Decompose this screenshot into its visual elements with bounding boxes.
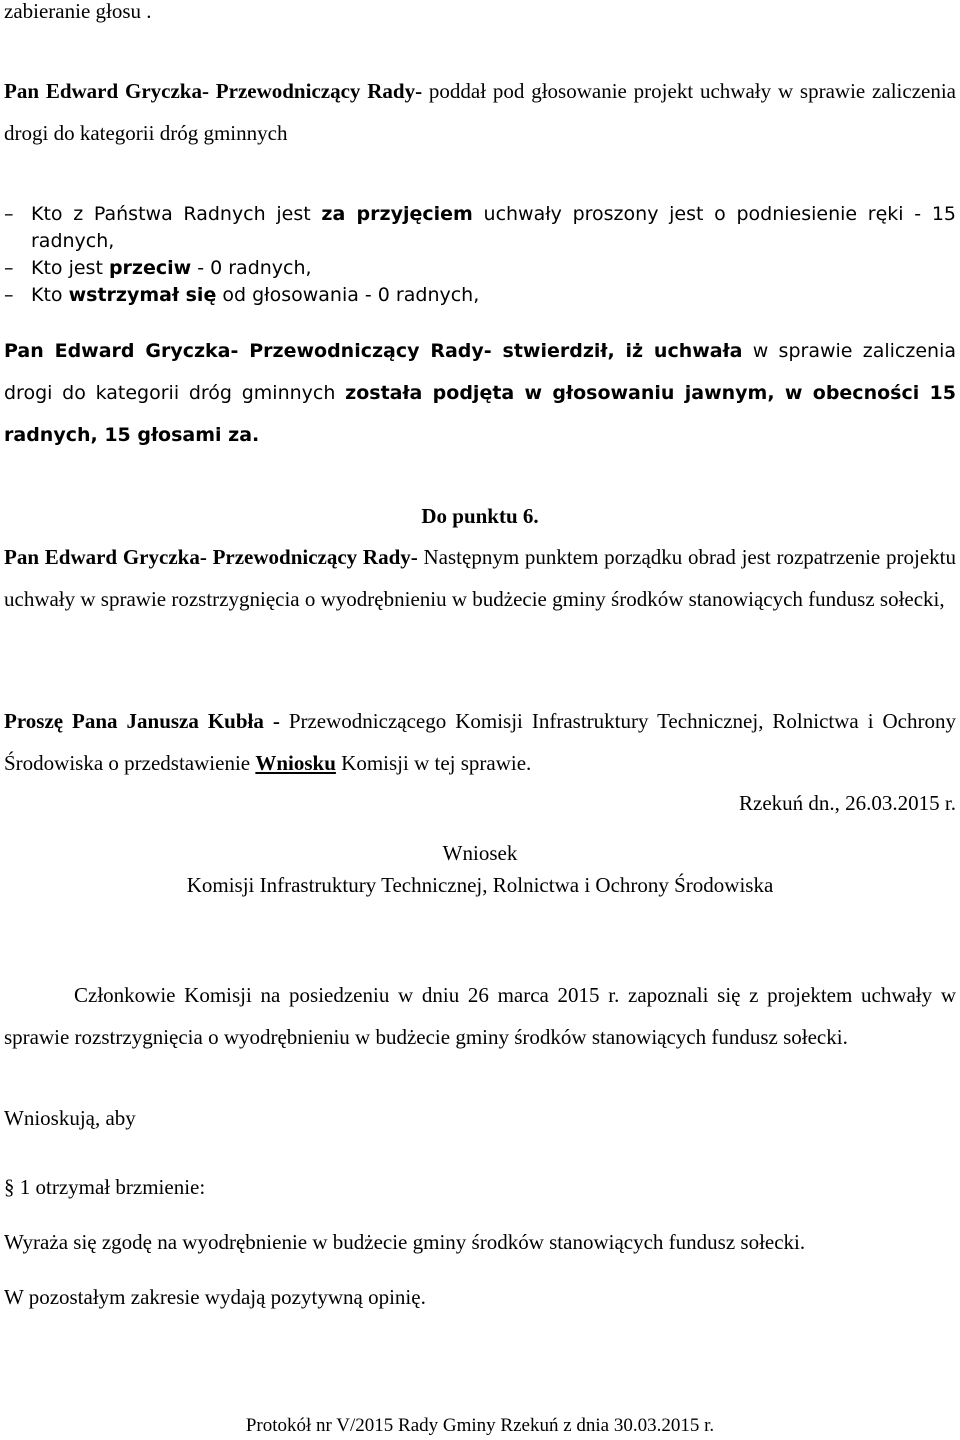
pozostalym-line: W pozostałym zakresie wydają pozytywną opinię. (4, 1285, 426, 1309)
vote-for-bold: za przyjęciem (321, 203, 473, 225)
wniosek-link[interactable]: Wniosku (255, 751, 336, 775)
place-date: Rzekuń dn., 26.03.2015 r. (739, 791, 956, 815)
result-speaker: Pan Edward Gryczka- Przewodniczący Rady- stwierdził, iż uchwała (4, 340, 743, 362)
block2-paragraph (4, 536, 956, 620)
vote-against-pre: Kto jest (31, 257, 109, 279)
block2-speaker: Pan Edward Gryczka- Przewodniczący Rady- (4, 545, 418, 569)
wyraza-line: Wyraża się zgodę na wyodrębnienie w budżecie gminy środków stanowiących fundusz sołecki. (4, 1230, 806, 1254)
point-heading: Do punktu 6. (421, 504, 539, 528)
wniosek-title: Wniosek (442, 841, 518, 865)
vote-item-against (4, 255, 956, 282)
vote-abstain-bold: wstrzymał się (68, 284, 217, 306)
vote-abstain-pre: Kto (31, 284, 69, 306)
vote-for-post: uchwały proszony jest o podniesienie ręki - 15 radnych, (31, 203, 956, 252)
block3-text1: Przewodniczącego Komisji Infrastruktury Technicznej, Rolnictwa i Ochrony Środowiska o przedstawienie (4, 709, 956, 775)
result-paragraph (4, 330, 956, 456)
page-footer: Protokół nr V/2015 Rady Gminy Rzekuń z dnia 30.03.2015 r. (245, 1415, 715, 1436)
block3-bold: Proszę Pana Janusza Kubła - (4, 709, 280, 733)
result-text: w sprawie zaliczenia drogi do kategorii dróg gminnych (4, 340, 956, 404)
vote-against-post: - 0 radnych, (191, 257, 312, 279)
wnioskuja-line: Wnioskują, aby (4, 1106, 136, 1130)
block1-paragraph (4, 70, 956, 154)
result-outcome: została podjęta w głosowaniu jawnym, w obecności 15 radnych, 15 głosami za. (4, 382, 956, 446)
block3-paragraph (4, 700, 956, 784)
vote-for-pre: Kto z Państwa Radnych jest (31, 203, 322, 225)
vote-abstain-post: od głosowania - 0 radnych, (216, 284, 480, 306)
block3-text2: Komisji w tej sprawie. (335, 751, 532, 775)
top-fragment: zabieranie głosu . (4, 0, 152, 23)
vote-item-for (4, 201, 956, 255)
paragraph-1-line: § 1 otrzymał brzmienie: (4, 1175, 206, 1199)
block1-speaker: Pan Edward Gryczka- Przewodniczący Rady- (4, 79, 423, 103)
block1-text: poddał pod głosowanie projekt uchwały w sprawie zaliczenia drogi do kategorii dróg gminnych (4, 79, 956, 145)
vote-list (4, 201, 956, 309)
vote-against-bold: przeciw (108, 257, 192, 279)
members-paragraph: Członkowie Komisji na posiedzeniu w dniu 26 marca 2015 r. zapoznali się z projektem uchwały w sprawie rozstrzygnięcia o wyodrębnieniu w budżecie gminy środków stanowiących fundusz sołecki. (4, 983, 956, 1049)
block2-text: Następnym punktem porządku obrad jest rozpatrzenie projektu uchwały w sprawie rozstrzygnięcia o wyodrębnieniu w budżecie gminy środków stanowiących fundusz sołecki, (4, 545, 956, 611)
vote-item-abstain (4, 282, 956, 309)
wniosek-subtitle: Komisji Infrastruktury Technicznej, Rolnictwa i Ochrony Środowiska (186, 873, 774, 897)
